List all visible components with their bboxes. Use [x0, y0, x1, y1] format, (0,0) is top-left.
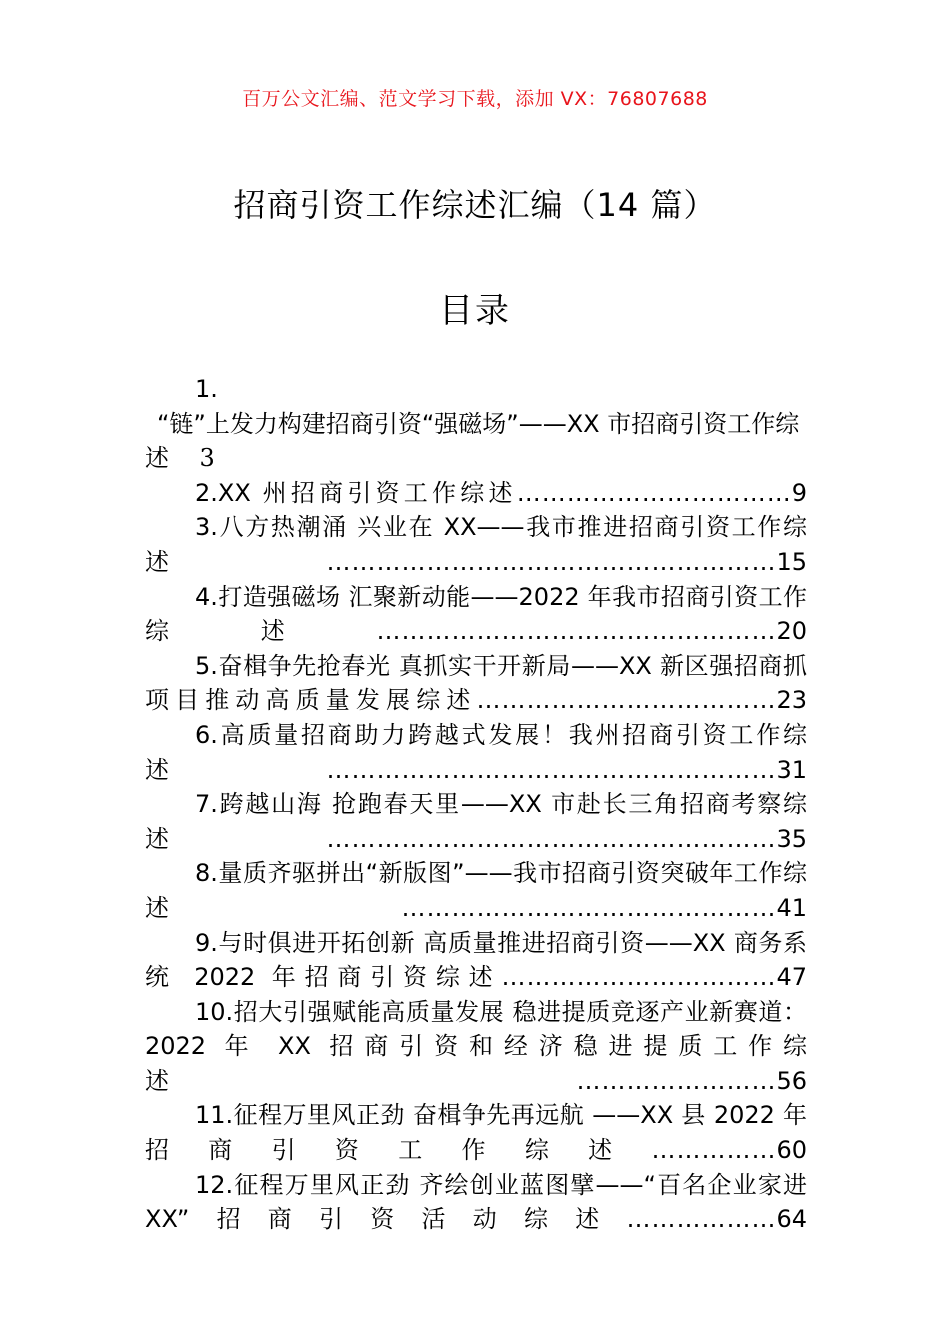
toc-entry-page: 15: [776, 547, 807, 576]
toc-entry-1[interactable]: [145, 372, 807, 476]
toc-entry-title: 11.征程万里风正劲 奋楫争先再远航 ——XX 县 2022 年招商引资工作综述: [145, 1101, 807, 1165]
document-title: 招商引资工作综述汇编（14 篇）: [233, 186, 717, 224]
toc-entry-title: 3.八方热潮涌 兴业在 XX——我市推进招商引资工作综述: [145, 513, 807, 576]
toc-entry-7[interactable]: [145, 787, 807, 856]
toc-entry-8[interactable]: [145, 856, 807, 925]
toc-entry-page: 3: [199, 444, 215, 473]
toc-entry-2[interactable]: [145, 476, 807, 511]
toc-entry-page: 47: [776, 963, 807, 992]
toc-entry-page: 9: [791, 478, 807, 507]
toc-entry-page: 60: [776, 1136, 807, 1165]
toc-entry-title: 5.奋楫争先抢春光 真抓实干开新局——XX 新区强招商抓项目推动高质量发展综述: [145, 651, 807, 715]
toc-entry-title: 9.与时俱进开拓创新 高质量推进招商引资——XX 商务系统 2022 年招商引资综述: [145, 928, 807, 992]
toc-leader-dots: ………………………………………………: [326, 547, 777, 576]
toc-leader-dots: …………………………………………: [376, 617, 777, 646]
toc-entry-page: 35: [776, 824, 807, 853]
toc-entry-title: 2.XX 州招商引资工作综述: [195, 478, 517, 507]
toc-entry-3[interactable]: [145, 510, 807, 579]
toc-entry-page: 56: [776, 1066, 807, 1095]
toc-entry-page: 23: [776, 686, 807, 715]
toc-leader-dots: ……………: [651, 1136, 777, 1165]
toc-leader-dots: ……………………: [576, 1066, 777, 1095]
toc-leader-dots: ……………………………: [501, 963, 777, 992]
toc-entry-page: 20: [776, 617, 807, 646]
toc-leader-dots: ………………: [626, 1205, 777, 1234]
toc-entry-title: 8.量质齐驱拼出“新版图”——我市招商引资突破年工作综述: [145, 859, 807, 922]
toc-entry-page: 64: [776, 1205, 807, 1234]
toc-entry-title: 7.跨越山海 抢跑春天里——XX 市赴长三角招商考察综述: [145, 790, 807, 853]
toc-entry-12[interactable]: [145, 1168, 807, 1237]
toc-entry-6[interactable]: [145, 718, 807, 787]
table-of-contents: [145, 372, 807, 1237]
toc-entry-4[interactable]: [145, 580, 807, 649]
toc-entry-page: 31: [776, 755, 807, 784]
toc-leader-dots: ………………………………: [476, 686, 777, 715]
toc-entry-title: 6.高质量招商助力跨越式发展！我州招商引资工作综述: [145, 720, 807, 784]
toc-entry-title: 10.招大引强赋能高质量发展 稳进提质竞逐产业新赛道：2022 年 XX 招商引资和经济稳进提质工作综述: [145, 997, 807, 1095]
toc-entry-11[interactable]: [145, 1098, 807, 1167]
toc-entry-title: 12.征程万里风正劲 齐绘创业蓝图擘——“百名企业家进 XX”招商引资活动综述: [145, 1170, 807, 1234]
toc-entry-title: “链”上发力构建招商引资“强磁场”——XX 市招商引资工作综述: [145, 409, 800, 473]
toc-leader-dots: ………………………………………………: [326, 824, 777, 853]
header-promo-note: 百万公文汇编、范文学习下载，添加 VX：76807688: [242, 88, 708, 110]
toc-leader-dots: ……………………………: [516, 478, 792, 507]
toc-entry-number: 1.: [195, 375, 218, 403]
toc-entry-9[interactable]: [145, 926, 807, 995]
toc-entry-title: 4.打造强磁场 汇聚新动能——2022 年我市招商引资工作综述: [145, 582, 807, 646]
toc-leader-dots: ………………………………………: [401, 893, 777, 922]
toc-entry-5[interactable]: [145, 649, 807, 718]
toc-leader-dots: ………………………………………………: [326, 755, 777, 784]
toc-entry-page: 41: [776, 893, 807, 922]
toc-entry-10[interactable]: [145, 995, 807, 1099]
toc-heading: 目录: [439, 291, 511, 331]
